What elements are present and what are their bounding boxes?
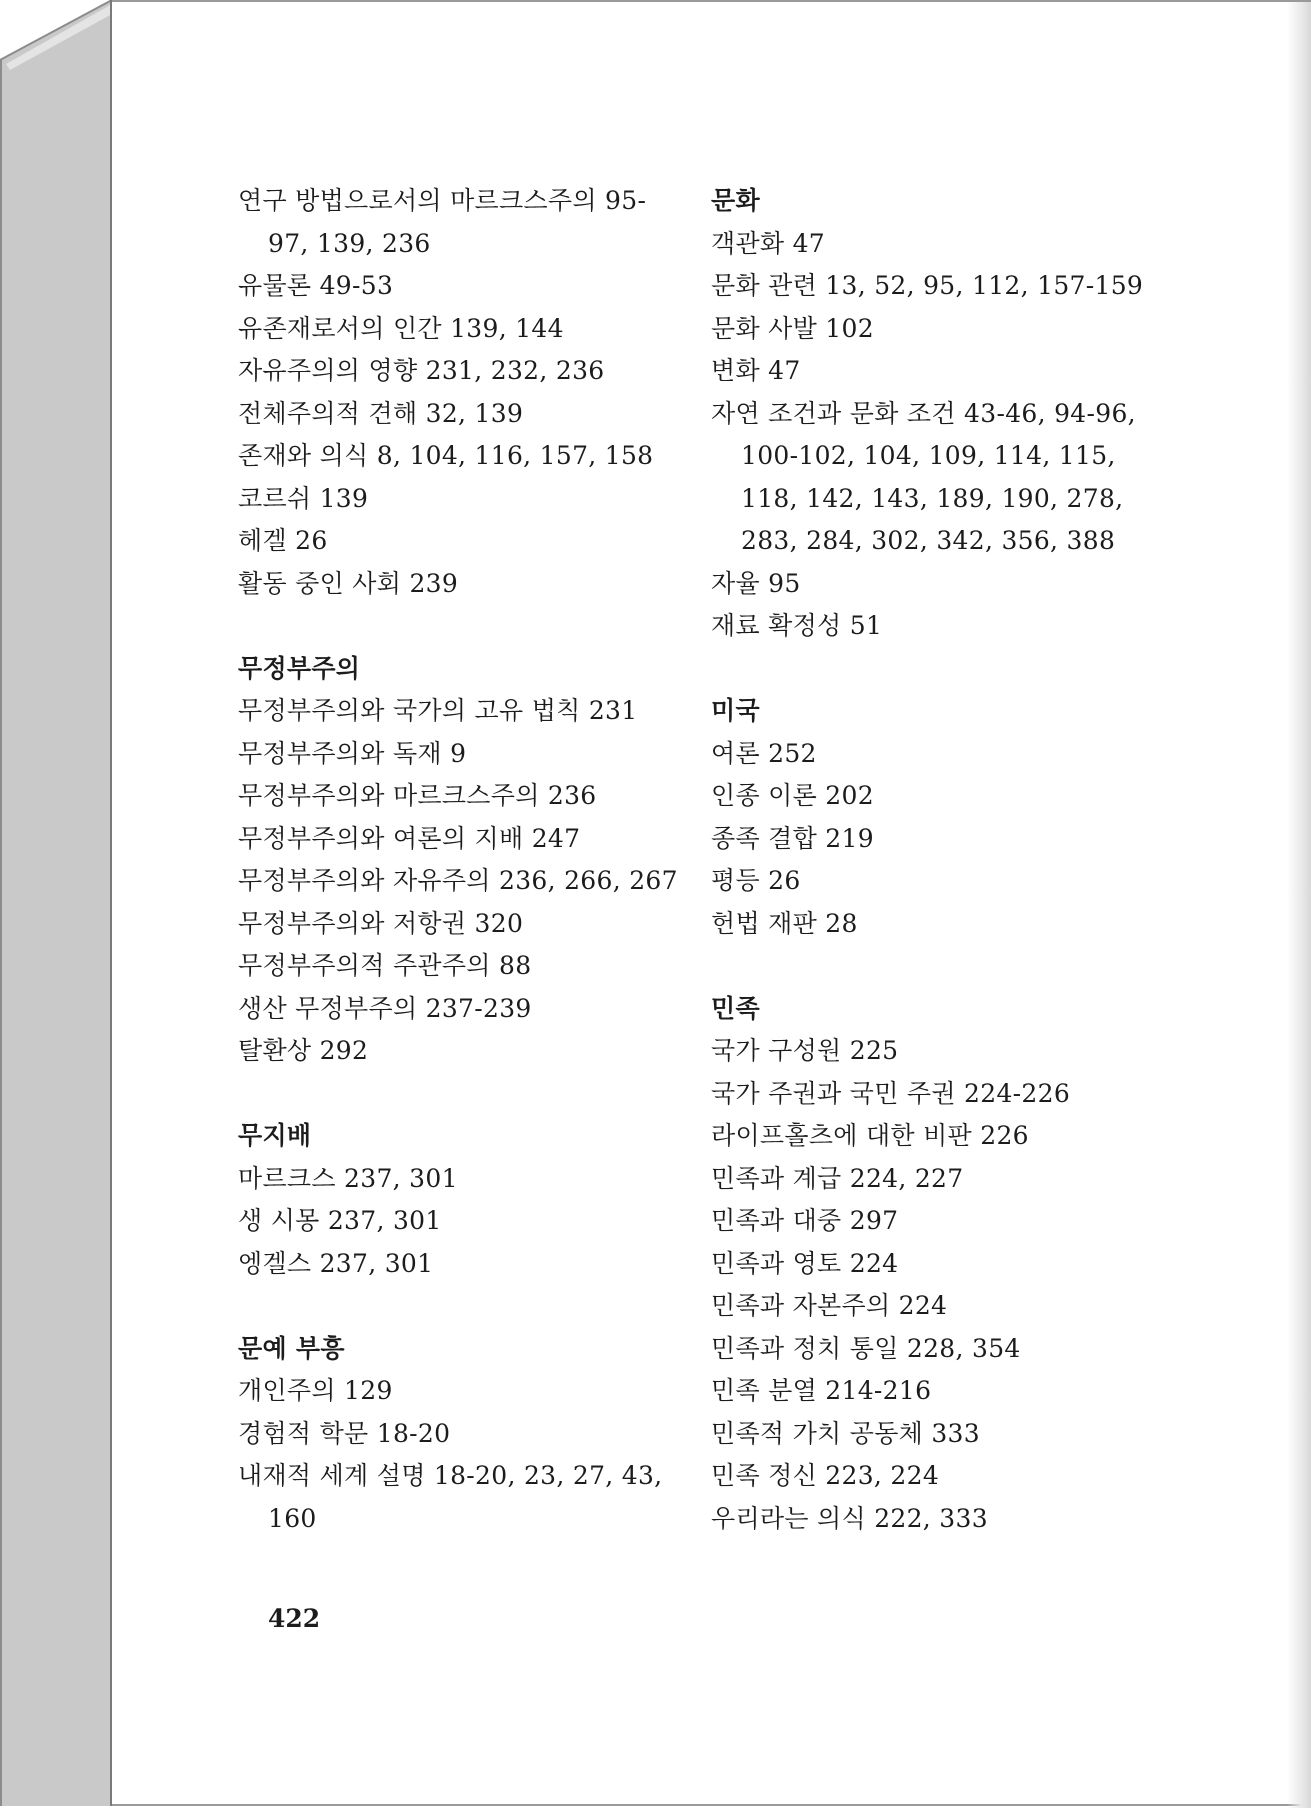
index-entry: 코르쉬 139 [238, 483, 369, 513]
page-edge-shadow [1287, 2, 1311, 1808]
index-entry: 경험적 학문 18-20 [238, 1418, 451, 1448]
index-entry: 전체주의적 견해 32, 139 [238, 398, 524, 428]
index-entry: 헌법 재판 28 [711, 908, 858, 938]
index-entry: 자유주의의 영향 231, 232, 236 [238, 356, 605, 385]
index-heading: 문예 부흥 [238, 1333, 345, 1363]
index-entry: 국가 주권과 국민 주권 224-226 [711, 1078, 1071, 1108]
index-entry: 문화 관련 13, 52, 95, 112, 157-159 [711, 271, 1144, 300]
index-heading: 문화 [711, 186, 760, 215]
index-entry: 국가 구성원 225 [711, 1036, 899, 1065]
index-entry: 무정부주의와 마르크스주의 236 [238, 781, 597, 810]
index-entry: 유물론 49-53 [238, 271, 394, 300]
page-number: 422 [268, 1604, 321, 1633]
index-entry: 무정부주의와 자유주의 236, 266, 267 [238, 866, 678, 895]
index-column-left [238, 180, 678, 1540]
book-spine [0, 0, 120, 1806]
index-column-right [711, 180, 1171, 1540]
index-heading: 무지배 [238, 1121, 312, 1150]
index-entry: 마르크스 237, 301 [238, 1163, 458, 1193]
index-entry: 라이프홀츠에 대한 비판 226 [711, 1121, 1029, 1150]
index-entry: 엥겔스 237, 301 [238, 1248, 434, 1278]
index-entry: 무정부주의적 주관주의 88 [238, 951, 532, 980]
index-entry: 연구 방법으로서의 마르크스주의 95-97, 139, 236 [238, 186, 647, 258]
index-entry: 활동 중인 사회 239 [238, 568, 459, 598]
index-entry: 민족적 가치 공동체 333 [711, 1418, 980, 1448]
index-entry: 무정부주의와 여론의 지배 247 [238, 823, 581, 853]
index-heading: 민족 [711, 993, 760, 1023]
index-entry: 생산 무정부주의 237-239 [238, 993, 532, 1023]
index-entry: 민족과 계급 224, 227 [711, 1163, 964, 1193]
index-entry: 종족 결합 219 [711, 823, 874, 853]
index-entry: 민족과 자본주의 224 [711, 1291, 948, 1320]
index-entry: 문화 사발 102 [711, 313, 874, 343]
index-entry: 민족과 정치 통일 228, 354 [711, 1333, 1021, 1363]
index-entry: 자율 95 [711, 568, 801, 598]
section-gap [238, 605, 678, 648]
index-entry: 민족과 대중 297 [711, 1206, 899, 1235]
index-entry: 재료 확정성 51 [711, 611, 883, 640]
index-entry: 민족 분열 214-216 [711, 1376, 932, 1405]
index-entry: 인종 이론 202 [711, 781, 874, 810]
index-entry: 헤겔 26 [238, 526, 328, 555]
index-entry: 변화 47 [711, 356, 801, 385]
index-entry: 유존재로서의 인간 139, 144 [238, 313, 564, 343]
index-entry: 존재와 의식 8, 104, 116, 157, 158 [238, 441, 654, 470]
index-entry: 탈환상 292 [238, 1036, 369, 1065]
index-entry: 개인주의 129 [238, 1376, 393, 1405]
index-entry: 민족과 영토 224 [711, 1248, 899, 1278]
section-gap [238, 1285, 678, 1328]
index-entry: 민족 정신 223, 224 [711, 1461, 940, 1490]
index-entry: 평등 26 [711, 866, 801, 895]
section-gap [711, 945, 1171, 988]
index-entry: 생 시몽 237, 301 [238, 1206, 442, 1235]
index-heading: 미국 [711, 696, 760, 725]
section-gap [238, 1073, 678, 1116]
index-heading: 무정부주의 [238, 653, 361, 683]
index-entry: 자연 조건과 문화 조건 43-46, 94-96, 100-102, 104, 109, 114, 115, 118, 142, 143, 189, 190, 278, 283, 284, 302, 342, 356, 388 [711, 398, 1136, 555]
index-entry: 객관화 47 [711, 228, 826, 258]
index-entry: 우리라는 의식 222, 333 [711, 1503, 988, 1533]
index-entry: 무정부주의와 독재 9 [238, 738, 467, 768]
index-entry: 여론 252 [711, 738, 817, 768]
index-entry: 내재적 세계 설명 18-20, 23, 27, 43, 160 [238, 1461, 663, 1533]
index-entry: 무정부주의와 저항권 320 [238, 908, 524, 938]
index-entry: 무정부주의와 국가의 고유 법칙 231 [238, 696, 638, 725]
section-gap [711, 648, 1171, 691]
